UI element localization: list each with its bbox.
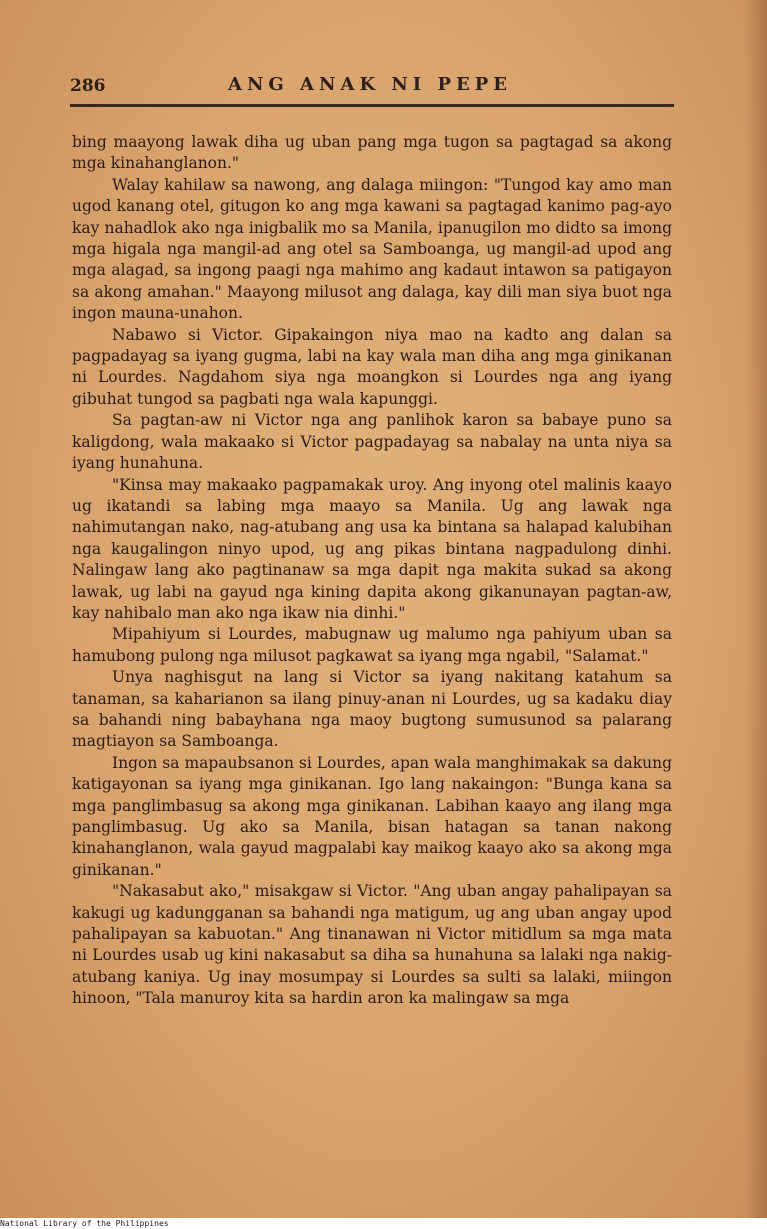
paragraph: "Kinsa may makaako pagpamakak uroy. Ang inyong otel malinis kaayo ug ikatandi sa labing mga maayo sa Manila. Ug ang lawak nga nahimutangan nako, nag-atubang ang usa ka bintana sa halapad kalubihan nga kaugalingon ninyo upod, ug ang pikas bintana nagpadulong dinhi. Nalingaw lang ako pagtinanaw sa mga dapit nga makita sukad sa akong lawak, ug labi na gayud nga kining dapita akong gikanunayan pagtan-aw, kay nahibalo man ako nga ikaw nia dinhi." <box>72 475 672 622</box>
paragraph: bing maayong lawak diha ug uban pang mga tugon sa pagtagad sa akong mga kinahanglanon." <box>72 133 672 173</box>
page-edge-shadow <box>745 0 767 1218</box>
paragraph: Mipahiyum si Lourdes, mabugnaw ug malumo nga pahiyum uban sa hamubong pulong nga milusot pagkawat sa iyang mga ngabil, "Salamat." <box>72 625 672 665</box>
paragraph: Ingon sa mapaubsanon si Lourdes, apan wala manghimakak sa dakung katigayonan sa iyang mga ginikanan. Igo lang nakaingon: "Bunga kana sa mga panglimbasug sa akong mga ginikanan. Labihan kaayo ang ilang mga panglimbasug. Ug ako sa Manila, bisan hatagan sa tanan nakong kinahanglanon, wala gayud magpalabi kay maikog kaayo ako sa akong mga ginikanan." <box>72 753 672 879</box>
running-title: ANG ANAK NI PEPE <box>228 74 513 95</box>
header-rule <box>70 104 674 107</box>
paragraph: Nabawo si Victor. Gipakaingon niya mao na kadto ang dalan sa pagpadayag sa iyang gugma, labi na kay wala man diha ang mga ginikanan ni Lourdes. Nagdahom siya nga moangkon si Lourdes nga ang iyang gibuhat tungod sa pagbati nga wala kapunggi. <box>72 325 672 408</box>
page-header <box>70 74 674 100</box>
page-number: 286 <box>70 76 106 96</box>
paragraph: Walay kahilaw sa nawong, ang dalaga miingon: "Tungod kay amo man ugod kanang otel, gitugon ko ang mga kawani sa pagtagad kanimo pag-ayo kay nahadlok ako nga inigbalik mo sa Manila, ipanugilon mo didto sa imong mga higala nga mangil-ad ang otel sa Samboanga, ug mangil-ad upod ang mga alagad, sa ingong paagi nga mahimo ang kadaut intawon sa patigayon sa akong amahan." Maayong milusot ang dalaga, kay dili man siya buot nga ingon mauna-unahon. <box>72 175 672 323</box>
paragraph: Sa pagtan-aw ni Victor nga ang panlihok karon sa babaye puno sa kaligdong, wala makaako si Victor pagpadayag sa nabalay na unta niya sa iyang hunahuna. <box>72 411 672 473</box>
paragraph: "Nakasabut ako," misakgaw si Victor. "Ang uban angay pahalipayan sa kakugi ug kadungganan sa bahandi nga matigum, ug ang uban angay upod pahalipayan sa kabuotan." Ang tinanawan ni Victor mitidlum sa mga mata ni Lourdes usab ug kini nakasabut sa diha sa hunahuna sa lalaki nga nakig-atubang kaniya. Ug inay mosumpay si Lourdes sa sulti sa lalaki, miingon hinoon, "Tala manuroy kita sa hardin aron ka malingaw sa mga <box>72 882 672 1008</box>
paragraph: Unya naghisgut na lang si Victor sa iyang nakitang katahum sa tanaman, sa kaharianon sa ilang pinuy-anan ni Lourdes, ug sa kadaku diay sa bahandi ning babayhana nga maoy bugtong sumusunod sa palarang magtiayon sa Samboanga. <box>72 668 672 751</box>
body-text <box>72 132 672 1010</box>
library-credit: National Library of the Philippines <box>0 1219 169 1228</box>
